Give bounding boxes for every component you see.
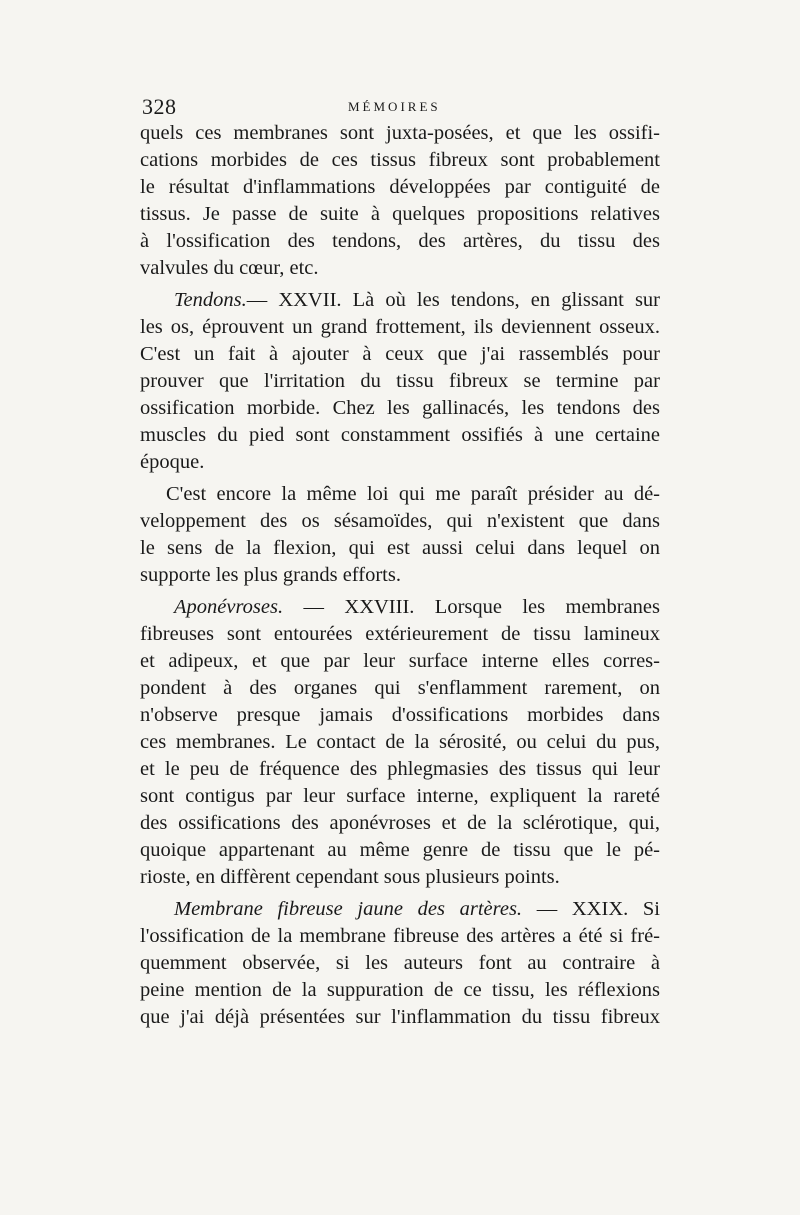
text-line: rioste, en diffèrent cependant sous plusieurs points. [140,866,560,888]
text-line: quels ces membranes sont juxta-posées, et que les ossifi- [140,122,660,144]
paragraph-tendons [140,287,660,476]
text-line: fibreuses sont entourées extérieurement de tissu lamineux [140,623,660,645]
text-line: ossification morbide. Chez les gallinacés, les tendons des [140,397,660,419]
text-line: C'est un fait à ajouter à ceux que j'ai rassemblés pour [140,343,660,365]
text-line: peine mention de la suppuration de ce tissu, les réflexions [140,979,660,1001]
text-line: ces membranes. Le contact de la sérosité, ou celui du pus, [140,731,660,753]
text-line: supporte les plus grands efforts. [140,564,401,586]
text-line: les os, éprouvent un grand frottement, ils deviennent osseux. [140,316,660,338]
text-line: quemment observée, si les auteurs font au contraire à [140,952,660,974]
text-line-rest: — XXVIII. Lorsque les membranes [303,596,660,618]
text-line: valvules du cœur, etc. [140,257,319,279]
text-line [140,594,660,621]
text-line: C'est encore la même loi qui me paraît présider au dé- [166,483,660,505]
text-line: et le peu de fréquence des phlegmasies des tissus qui leur [140,758,660,780]
text-line [140,287,660,314]
paragraph-aponevroses [140,594,660,891]
text-line: l'ossification de la membrane fibreuse des artères a été si fré- [140,925,660,947]
paragraph-sesamoides [140,481,660,589]
section-heading-aponevroses: Aponévroses. [174,596,284,618]
text-line: cations morbides de ces tissus fibreux sont probablement [140,149,660,171]
text-line: muscles du pied sont constamment ossifiés à une certaine [140,424,660,446]
paragraph-membrane-fibreuse [140,896,660,1031]
text-line: pondent à des organes qui s'enflamment rarement, on [140,677,660,699]
text-line: veloppement des os sésamoïdes, qui n'existent que dans [140,510,660,532]
page-body [140,120,660,1031]
text-line: n'observe presque jamais d'ossifications morbides dans [140,704,660,726]
text-line: tissus. Je passe de suite à quelques propositions relatives [140,203,660,225]
text-line: prouver que l'irritation du tissu fibreux se termine par [140,370,660,392]
text-line: et adipeux, et que par leur surface interne elles corres- [140,650,660,672]
text-line: quoique appartenant au même genre de tissu que le pé- [140,839,660,861]
section-heading-membrane: Membrane fibreuse jaune des artères. [174,898,523,920]
running-title: MÉMOIRES [348,99,441,114]
page-number: 328 [142,94,177,119]
text-line: le résultat d'inflammations développées par contiguité de [140,176,660,198]
text-line-rest: — XXIX. Si [536,898,661,920]
text-line: à l'ossification des tendons, des artères, du tissu des [140,230,660,252]
text-line: des ossifications des aponévroses et de la sclérotique, qui, [140,812,660,834]
paragraph-1 [140,120,660,282]
text-line: le sens de la flexion, qui est aussi celui dans lequel on [140,537,660,559]
text-line: sont contigus par leur surface interne, expliquent la rareté [140,785,660,807]
text-line [140,896,660,923]
text-line-rest: — XXVII. Là où les tendons, en glissant sur [246,289,660,311]
section-heading-tendons: Tendons. [174,289,247,311]
text-line: époque. [140,451,205,473]
text-line: que j'ai déjà présentées sur l'inflammation du tissu fibreux [140,1006,660,1028]
